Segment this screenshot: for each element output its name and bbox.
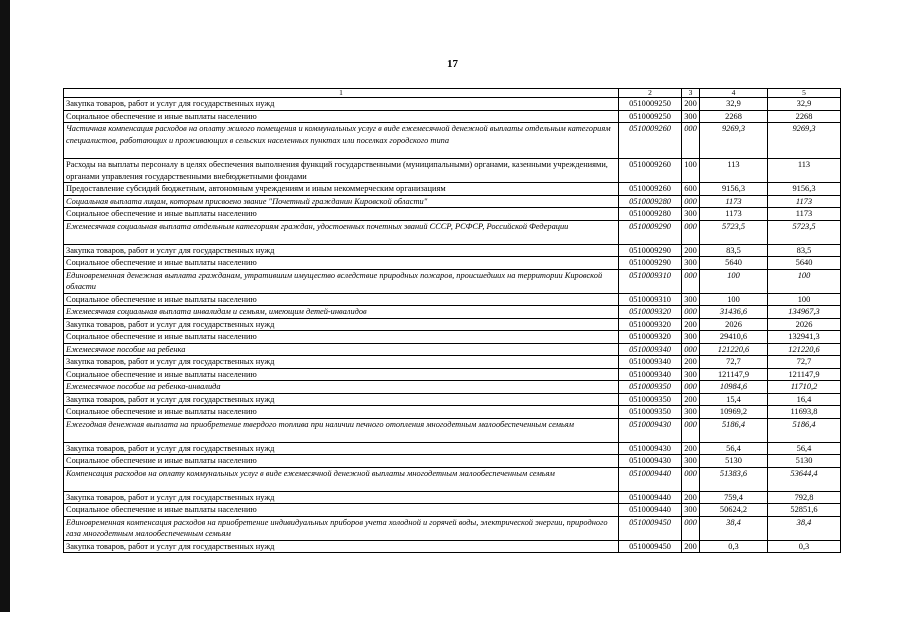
expense-type-cell: 000: [682, 516, 700, 540]
table-row: [64, 455, 841, 468]
expense-name-cell: Социальное обеспечение и иные выплаты населению: [64, 257, 619, 270]
amount-cell-1: 31436,6: [700, 306, 768, 319]
table-row: [64, 516, 841, 540]
amount-cell-1: 121147,9: [700, 368, 768, 381]
expense-name-cell: Предоставление субсидий бюджетным, автономным учреждениям и иным некоммерческим организациям: [64, 183, 619, 196]
amount-cell-2: 5186,4: [768, 418, 841, 442]
amount-cell-1: 759,4: [700, 491, 768, 504]
expense-name-cell: Закупка товаров, работ и услуг для государственных нужд: [64, 244, 619, 257]
target-code-cell: 0510009310: [619, 269, 682, 293]
expense-name-cell: Социальное обеспечение и иные выплаты населению: [64, 110, 619, 123]
expense-type-cell: 200: [682, 540, 700, 553]
table-row: [64, 491, 841, 504]
expense-type-cell: 300: [682, 257, 700, 270]
amount-cell-2: 16,4: [768, 393, 841, 406]
expense-name-cell: Закупка товаров, работ и услуг для государственных нужд: [64, 98, 619, 111]
target-code-cell: 0510009290: [619, 244, 682, 257]
expense-name-cell: Социальное обеспечение и иные выплаты населению: [64, 504, 619, 517]
target-code-cell: 0510009320: [619, 306, 682, 319]
expense-name-cell: Социальное обеспечение и иные выплаты населению: [64, 368, 619, 381]
amount-cell-2: 1173: [768, 208, 841, 221]
amount-cell-2: 56,4: [768, 442, 841, 455]
target-code-cell: 0510009440: [619, 504, 682, 517]
amount-cell-1: 2026: [700, 318, 768, 331]
amount-cell-2: 5640: [768, 257, 841, 270]
target-code-cell: 0510009440: [619, 491, 682, 504]
expense-type-cell: 300: [682, 504, 700, 517]
expense-type-cell: 300: [682, 455, 700, 468]
amount-cell-2: 53644,4: [768, 467, 841, 491]
amount-cell-2: 132941,3: [768, 331, 841, 344]
expense-type-cell: 000: [682, 306, 700, 319]
expense-type-cell: 300: [682, 368, 700, 381]
table-row: [64, 220, 841, 244]
expense-type-cell: 200: [682, 356, 700, 369]
amount-cell-2: 5130: [768, 455, 841, 468]
expense-type-cell: 000: [682, 381, 700, 394]
expense-name-cell: Закупка товаров, работ и услуг для государственных нужд: [64, 540, 619, 553]
budget-table-body: [64, 89, 841, 553]
expense-type-cell: 000: [682, 269, 700, 293]
table-header-row: [64, 89, 841, 98]
expense-name-cell: Закупка товаров, работ и услуг для государственных нужд: [64, 356, 619, 369]
expense-type-cell: 000: [682, 343, 700, 356]
amount-cell-2: 100: [768, 269, 841, 293]
page-number: 17: [447, 58, 458, 70]
expense-type-cell: 000: [682, 123, 700, 159]
target-code-cell: 0510009430: [619, 455, 682, 468]
table-row: [64, 442, 841, 455]
expense-name-cell: Единовременная денежная выплата гражданам, утратившим имущество вследствие природных пожаров, происшедших на территории Кировской области: [64, 269, 619, 293]
amount-cell-1: 1173: [700, 208, 768, 221]
amount-cell-2: 2268: [768, 110, 841, 123]
expense-type-cell: 600: [682, 183, 700, 196]
table-row: [64, 381, 841, 394]
target-code-cell: 0510009250: [619, 98, 682, 111]
expense-type-cell: 300: [682, 406, 700, 419]
target-code-cell: 0510009260: [619, 159, 682, 183]
amount-cell-1: 100: [700, 269, 768, 293]
table-row: [64, 406, 841, 419]
amount-cell-1: 0,3: [700, 540, 768, 553]
amount-cell-2: 0,3: [768, 540, 841, 553]
amount-cell-2: 121220,6: [768, 343, 841, 356]
target-code-cell: 0510009430: [619, 442, 682, 455]
expense-type-cell: 200: [682, 491, 700, 504]
target-code-cell: 0510009310: [619, 293, 682, 306]
amount-cell-1: 5130: [700, 455, 768, 468]
column-header: 5: [768, 89, 841, 98]
amount-cell-2: 5723,5: [768, 220, 841, 244]
expense-name-cell: Закупка товаров, работ и услуг для государственных нужд: [64, 491, 619, 504]
table-row: [64, 368, 841, 381]
amount-cell-1: 56,4: [700, 442, 768, 455]
target-code-cell: 0510009320: [619, 331, 682, 344]
table-row: [64, 306, 841, 319]
table-row: [64, 269, 841, 293]
target-code-cell: 0510009340: [619, 368, 682, 381]
table-row: [64, 393, 841, 406]
amount-cell-2: 2026: [768, 318, 841, 331]
amount-cell-1: 113: [700, 159, 768, 183]
expense-type-cell: 300: [682, 331, 700, 344]
amount-cell-2: 121147,9: [768, 368, 841, 381]
table-row: [64, 195, 841, 208]
expense-type-cell: 200: [682, 393, 700, 406]
amount-cell-1: 83,5: [700, 244, 768, 257]
amount-cell-1: 10969,2: [700, 406, 768, 419]
amount-cell-1: 32,9: [700, 98, 768, 111]
target-code-cell: 0510009290: [619, 257, 682, 270]
expense-name-cell: Социальное обеспечение и иные выплаты населению: [64, 455, 619, 468]
expense-type-cell: 300: [682, 208, 700, 221]
amount-cell-2: 9269,3: [768, 123, 841, 159]
target-code-cell: 0510009430: [619, 418, 682, 442]
expense-name-cell: Ежемесячная социальная выплата отдельным категориям граждан, удостоенных почетных званий СССР, РСФСР, Российской Федерации: [64, 220, 619, 244]
target-code-cell: 0510009320: [619, 318, 682, 331]
expense-name-cell: Частичная компенсация расходов на оплату жилого помещения и коммунальных услуг в виде ежемесячной денежной выплаты отдельным категориям специалистов, работающих и проживающих в сельских населенных пунктах или поселках городского типа: [64, 123, 619, 159]
target-code-cell: 0510009280: [619, 195, 682, 208]
amount-cell-1: 10984,6: [700, 381, 768, 394]
amount-cell-1: 9269,3: [700, 123, 768, 159]
table-row: [64, 331, 841, 344]
column-header: 4: [700, 89, 768, 98]
table-row: [64, 98, 841, 111]
amount-cell-2: 792,8: [768, 491, 841, 504]
table-row: [64, 257, 841, 270]
table-row: [64, 208, 841, 221]
table-row: [64, 183, 841, 196]
table-row: [64, 356, 841, 369]
amount-cell-2: 83,5: [768, 244, 841, 257]
amount-cell-1: 72,7: [700, 356, 768, 369]
expense-type-cell: 200: [682, 98, 700, 111]
expense-type-cell: 300: [682, 110, 700, 123]
target-code-cell: 0510009340: [619, 343, 682, 356]
expense-name-cell: Ежемесячное пособие на ребенка: [64, 343, 619, 356]
expense-name-cell: Социальная выплата лицам, которым присвоено звание "Почетный гражданин Кировской области": [64, 195, 619, 208]
table-row: [64, 467, 841, 491]
amount-cell-2: 9156,3: [768, 183, 841, 196]
expense-name-cell: Закупка товаров, работ и услуг для государственных нужд: [64, 393, 619, 406]
column-header: 2: [619, 89, 682, 98]
table-row: [64, 418, 841, 442]
expense-name-cell: Закупка товаров, работ и услуг для государственных нужд: [64, 318, 619, 331]
expense-type-cell: 300: [682, 293, 700, 306]
target-code-cell: 0510009450: [619, 516, 682, 540]
expense-name-cell: Расходы на выплаты персоналу в целях обеспечения выполнения функций государственными (муниципальными) органами, казенными учреждениями, органами управления государственными внебюджетными фондами: [64, 159, 619, 183]
amount-cell-2: 72,7: [768, 356, 841, 369]
target-code-cell: 0510009440: [619, 467, 682, 491]
target-code-cell: 0510009290: [619, 220, 682, 244]
expense-type-cell: 000: [682, 220, 700, 244]
expense-name-cell: Единовременная компенсация расходов на приобретение индивидуальных приборов учета холодной и горячей воды, электрической энергии, природного газа многодетным малообеспеченным семьям: [64, 516, 619, 540]
table-row: [64, 318, 841, 331]
target-code-cell: 0510009260: [619, 123, 682, 159]
table-row: [64, 540, 841, 553]
amount-cell-1: 5186,4: [700, 418, 768, 442]
amount-cell-2: 32,9: [768, 98, 841, 111]
expense-name-cell: Ежемесячная социальная выплата инвалидам и семьям, имеющим детей-инвалидов: [64, 306, 619, 319]
target-code-cell: 0510009250: [619, 110, 682, 123]
amount-cell-1: 100: [700, 293, 768, 306]
table-row: [64, 123, 841, 159]
amount-cell-2: 113: [768, 159, 841, 183]
expense-type-cell: 000: [682, 467, 700, 491]
amount-cell-1: 29410,6: [700, 331, 768, 344]
expense-name-cell: Социальное обеспечение и иные выплаты населению: [64, 293, 619, 306]
amount-cell-1: 38,4: [700, 516, 768, 540]
expense-name-cell: Социальное обеспечение и иные выплаты населению: [64, 331, 619, 344]
target-code-cell: 0510009260: [619, 183, 682, 196]
target-code-cell: 0510009450: [619, 540, 682, 553]
expense-name-cell: Ежегодная денежная выплата на приобретение твердого топлива при наличии печного отопления многодетным малообеспеченным семьям: [64, 418, 619, 442]
target-code-cell: 0510009350: [619, 393, 682, 406]
expense-name-cell: Социальное обеспечение и иные выплаты населению: [64, 208, 619, 221]
table-row: [64, 244, 841, 257]
expense-type-cell: 000: [682, 418, 700, 442]
amount-cell-2: 11693,8: [768, 406, 841, 419]
expense-type-cell: 100: [682, 159, 700, 183]
expense-type-cell: 200: [682, 442, 700, 455]
expense-type-cell: 000: [682, 195, 700, 208]
scan-edge-bar: [0, 0, 10, 612]
amount-cell-2: 52851,6: [768, 504, 841, 517]
amount-cell-1: 5723,5: [700, 220, 768, 244]
amount-cell-1: 50624,2: [700, 504, 768, 517]
expense-name-cell: Социальное обеспечение и иные выплаты населению: [64, 406, 619, 419]
table-row: [64, 504, 841, 517]
expense-type-cell: 200: [682, 318, 700, 331]
target-code-cell: 0510009350: [619, 381, 682, 394]
amount-cell-2: 100: [768, 293, 841, 306]
expense-name-cell: Закупка товаров, работ и услуг для государственных нужд: [64, 442, 619, 455]
table-row: [64, 159, 841, 183]
amount-cell-1: 5640: [700, 257, 768, 270]
amount-cell-2: 1173: [768, 195, 841, 208]
amount-cell-1: 1173: [700, 195, 768, 208]
target-code-cell: 0510009280: [619, 208, 682, 221]
expense-name-cell: Компенсация расходов на оплату коммунальных услуг в виде ежемесячной денежной выплаты многодетным малообеспеченным семьям: [64, 467, 619, 491]
column-header: 3: [682, 89, 700, 98]
column-header: 1: [64, 89, 619, 98]
amount-cell-2: 134967,3: [768, 306, 841, 319]
amount-cell-1: 15,4: [700, 393, 768, 406]
target-code-cell: 0510009340: [619, 356, 682, 369]
table-row: [64, 110, 841, 123]
expense-type-cell: 200: [682, 244, 700, 257]
target-code-cell: 0510009350: [619, 406, 682, 419]
amount-cell-2: 38,4: [768, 516, 841, 540]
amount-cell-1: 9156,3: [700, 183, 768, 196]
table-row: [64, 293, 841, 306]
amount-cell-1: 2268: [700, 110, 768, 123]
amount-cell-2: 11710,2: [768, 381, 841, 394]
expense-name-cell: Ежемесячное пособие на ребенка-инвалида: [64, 381, 619, 394]
budget-table: [63, 88, 841, 553]
table-row: [64, 343, 841, 356]
amount-cell-1: 121220,6: [700, 343, 768, 356]
amount-cell-1: 51383,6: [700, 467, 768, 491]
